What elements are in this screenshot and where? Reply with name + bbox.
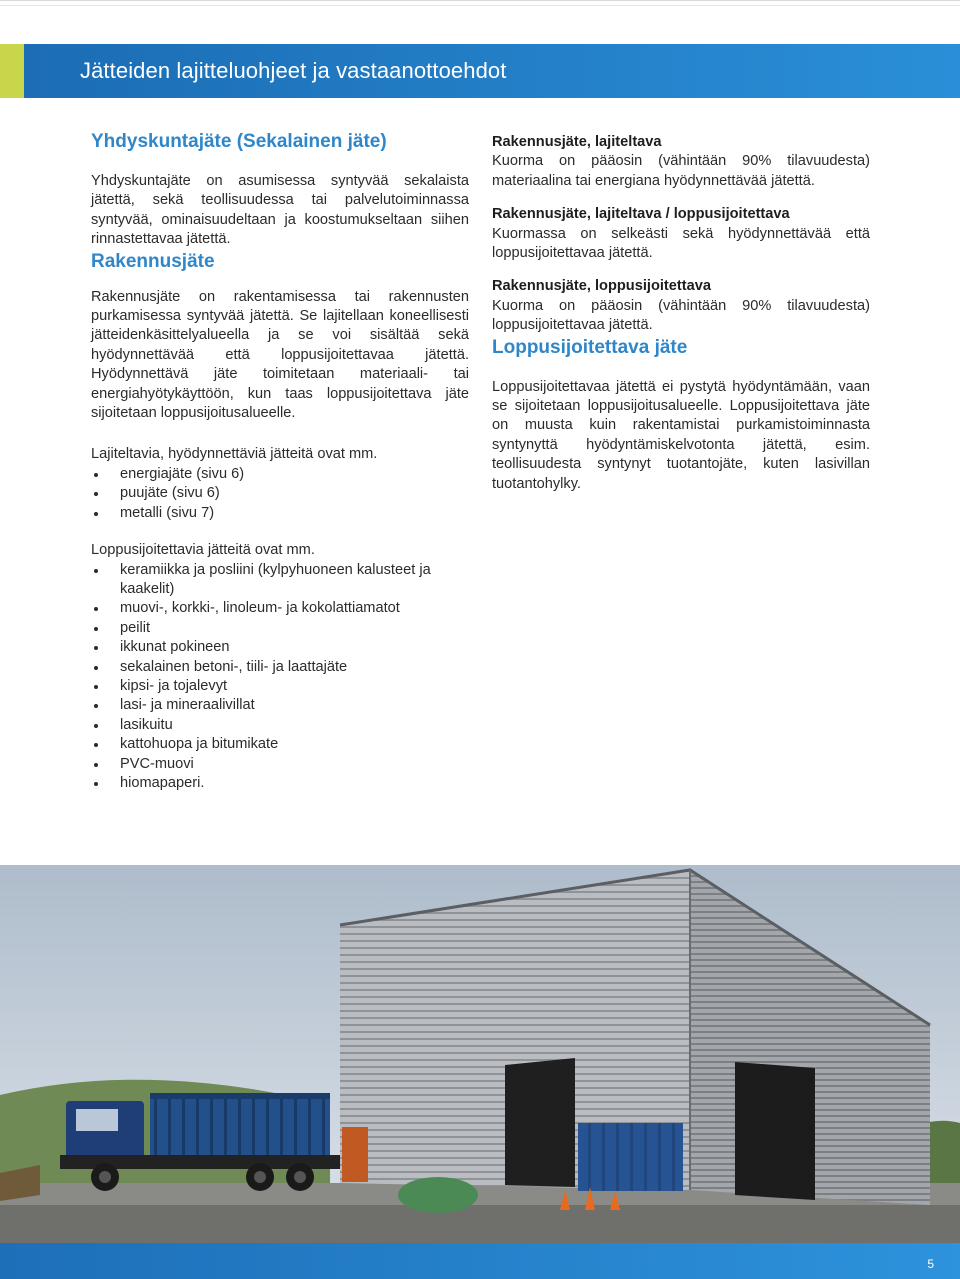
section-title-construction-waste: Rakennusjäte <box>91 250 215 272</box>
sorted-waste-text: Kuorma on pääosin (vähintään 90% tilavuudesta) materiaalina tai energiana hyödynnettävää jätettä. <box>492 153 870 189</box>
list-item: hiomapaperi. <box>91 774 469 793</box>
landfill-list <box>91 561 469 794</box>
header-accent-strip <box>0 44 24 98</box>
construction-waste-text: Rakennusjäte on rakentamisessa tai rakennusten purkamisessa syntyvää jätettä. Se lajitellaan koneellisesti jätteidenkäsittelyalueella ja se voi sisältää sekä hyödynnettävää että loppusijoitettavaa jätettä. Hyödynnettävä jäte toimitetaan materiaali- tai energiahyötykäyttöön, kun taas loppusijoitettava jäte sijoitetaan loppusijoitusalueelle. <box>91 288 469 422</box>
municipal-waste-text: Yhdyskuntajäte on asumisessa syntyvää sekalaista jätettä, sekä teollisuudessa tai palvelutoiminnassa syntyvää, ominaisuudeltaan ja koostumukseltaan siihen rinnastettavaa jätettä. <box>91 173 469 248</box>
page-title: Jätteiden lajitteluohjeet ja vastaanottoehdot <box>80 58 507 83</box>
mixed-waste-heading: Rakennusjäte, lajiteltava / loppusijoitettava <box>492 206 790 223</box>
recyclable-list-intro: Lajiteltavia, hyödynnettäviä jätteitä ovat mm. <box>91 446 378 463</box>
section-title-landfill-waste: Loppusijoitettava jäte <box>492 336 688 358</box>
landfill-definition-text: Loppusijoitettavaa jätettä ei pystytä hyödyntämään, vaan se sijoitetaan loppusijoitusalueelle. Loppusijoitettava jäte on muusta kuin rakentamistai purkamistoiminnasta syntynyttä hyödyntämiskelvotonta jätettä, esim. teollisuudesta syntynyt tuotantojäte, kuten lasivillan tuotantohylky. <box>492 378 870 492</box>
top-rule <box>0 0 960 1</box>
list-item: lasi- ja mineraalivillat <box>91 696 469 715</box>
list-item: metalli (sivu 7) <box>91 504 469 523</box>
list-item: puujäte (sivu 6) <box>91 484 469 503</box>
list-item: PVC-muovi <box>91 755 469 774</box>
list-item: energiajäte (sivu 6) <box>91 465 469 484</box>
top-rule-secondary <box>0 5 960 6</box>
list-item: keramiikka ja posliini (kylpyhuoneen kalusteet ja kaakelit) <box>91 561 469 600</box>
footer-band <box>0 1243 960 1279</box>
list-item: peilit <box>91 619 469 638</box>
landfill-waste-text: Kuorma on pääosin (vähintään 90% tilavuudesta) loppusijoitettavaa jätettä. <box>492 297 870 334</box>
landfill-waste-heading: Rakennusjäte, loppusijoitettava <box>492 278 711 295</box>
list-item: kipsi- ja tojalevyt <box>91 677 469 696</box>
warehouse-photo <box>0 865 960 1243</box>
list-item: muovi-, korkki-, linoleum- ja kokolattiamatot <box>91 599 469 618</box>
section-title-municipal-waste: Yhdyskuntajäte (Sekalainen jäte) <box>91 131 387 152</box>
landfill-list-intro: Loppusijoitettavia jätteitä ovat mm. <box>91 542 315 559</box>
list-item: lasikuitu <box>91 716 469 735</box>
mixed-waste-text: Kuormassa on selkeästi sekä hyödynnettävää että loppusijoitettavaa jätettä. <box>492 225 870 262</box>
right-column <box>492 133 870 494</box>
left-column <box>91 130 469 793</box>
list-item: kattohuopa ja bitumikate <box>91 735 469 754</box>
header-band <box>0 44 960 98</box>
list-item: ikkunat pokineen <box>91 638 469 657</box>
page-number: 5 <box>927 1257 934 1271</box>
sorted-waste-heading: Rakennusjäte, lajiteltava <box>492 134 662 150</box>
list-item: sekalainen betoni-, tiili- ja laattajäte <box>91 658 469 677</box>
recyclable-list <box>91 465 469 523</box>
